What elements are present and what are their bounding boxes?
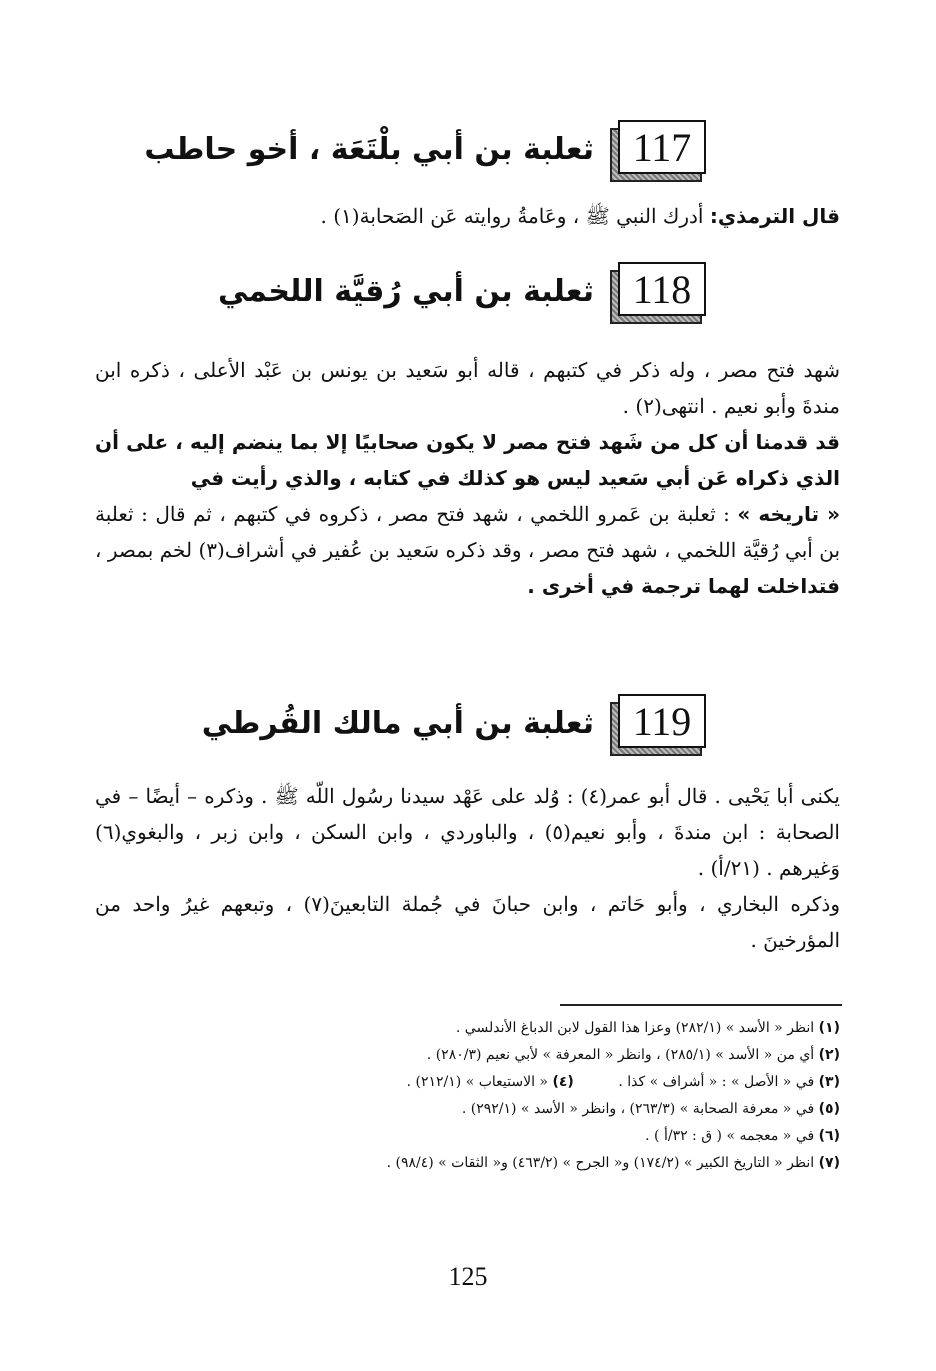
entry-number: 117 bbox=[618, 120, 706, 174]
entry-title: ثعلبة بن أبي مالك القُرطي bbox=[201, 705, 594, 741]
book-reference: « تاريخه » bbox=[737, 502, 840, 526]
entry-text: أدرك النبي ﷺ ، وعَامةُ روايته عَن الصَحابة(١) . bbox=[320, 204, 710, 228]
entry-118-body bbox=[95, 352, 840, 604]
footnote-2: (٢) أي من « الأسد » (٢٨٥/١) ، وانظر « المعرفة » لأبي نعيم (٢٨٠/٣) . bbox=[426, 1047, 840, 1063]
entry-number-box bbox=[610, 262, 706, 320]
footnote-6: (٦) في « معجمه » ( ق : ٣٢/أ ) . bbox=[645, 1128, 840, 1144]
entry-number-box bbox=[610, 120, 706, 178]
entry-117-heading bbox=[144, 120, 706, 178]
entry-117-body bbox=[95, 198, 840, 234]
entry-title: ثعلبة بن أبي بلْتَعَة ، أخو حاطب bbox=[144, 131, 594, 167]
speaker-label: قال الترمذي: bbox=[709, 204, 840, 228]
entry-number: 118 bbox=[618, 262, 706, 316]
footnote-3-4: (٣) في « الأصل » : « أشراف » كذا . (٤) « الاستيعاب » (٢١٢/١) . bbox=[406, 1074, 840, 1090]
entry-paragraph: وذكره البخاري ، وأبو حَاتم ، وابن حبانَ في جُملة التابعينَ(٧) ، وتبعهم غيرُ واحد من المؤرخينَ . bbox=[95, 892, 840, 952]
footnote-5: (٥) في « معرفة الصحابة » (٢٦٣/٣) ، وانظر « الأسد » (٢٩٢/١) . bbox=[461, 1101, 840, 1117]
entry-number-box bbox=[610, 694, 706, 752]
footnotes bbox=[120, 1015, 840, 1177]
entry-119-heading bbox=[202, 694, 706, 752]
editor-comment: قد قدمنا أن كل من شَهد فتح مصر لا يكون صحابيًا إلا بما ينضم إليه ، على أن الذي ذكراه عَن أبي سَعيد ليس هو كذلك في كتابه ، والذي رأيت في bbox=[95, 430, 840, 490]
page-number: 125 bbox=[448, 1262, 488, 1291]
entry-text: : ثعلبة بن عَمرو اللخمي ، شهد فتح مصر ، ذكروه في كتبهم ، ثم قال : ثعلبة بن أبي رُقيَّة اللخمي ، شهد فتح مصر ، وقد ذكره سَعيد بن عُفير في أشراف(٣) لخم بمصر ، bbox=[95, 502, 841, 562]
editor-conclusion: فتداخلت لهما ترجمة في أخرى . bbox=[527, 574, 840, 598]
entry-number: 119 bbox=[618, 694, 706, 748]
footnote-divider bbox=[560, 1004, 842, 1006]
footnote-1: (١) انظر « الأسد » (٢٨٢/١) وعزا هذا القول لابن الدباغ الأندلسي . bbox=[455, 1020, 840, 1036]
entry-paragraph: شهد فتح مصر ، وله ذكر في كتبهم ، قاله أبو سَعيد بن يونس بن عَبْد الأعلى ، ذكره ابن مندةَ وأبو نعيم . انتهى(٢) . bbox=[95, 358, 840, 418]
footnote-7: (٧) انظر « التاريخ الكبير » (١٧٤/٢) و« الجرح » (٤٦٣/٢) و« الثقات » (٩٨/٤) . bbox=[386, 1155, 840, 1171]
entry-title: ثعلبة بن أبي رُقيَّة اللخمي bbox=[217, 273, 594, 309]
entry-paragraph: يكنى أبا يَحْيى . قال أبو عمر(٤) : وُلد على عَهْد سيدنا رسُول اللّه ﷺ . وذكره – أيضًا – في الصحابة : ابن مندةَ ، وأبو نعيم(٥) ، والباوردي ، وابن السكن ، وابن زبر ، والبغوي(٦) وَغيرهم . (٢١/أ) . bbox=[95, 784, 840, 880]
entry-119-body bbox=[95, 778, 840, 958]
entry-118-heading bbox=[218, 262, 706, 320]
